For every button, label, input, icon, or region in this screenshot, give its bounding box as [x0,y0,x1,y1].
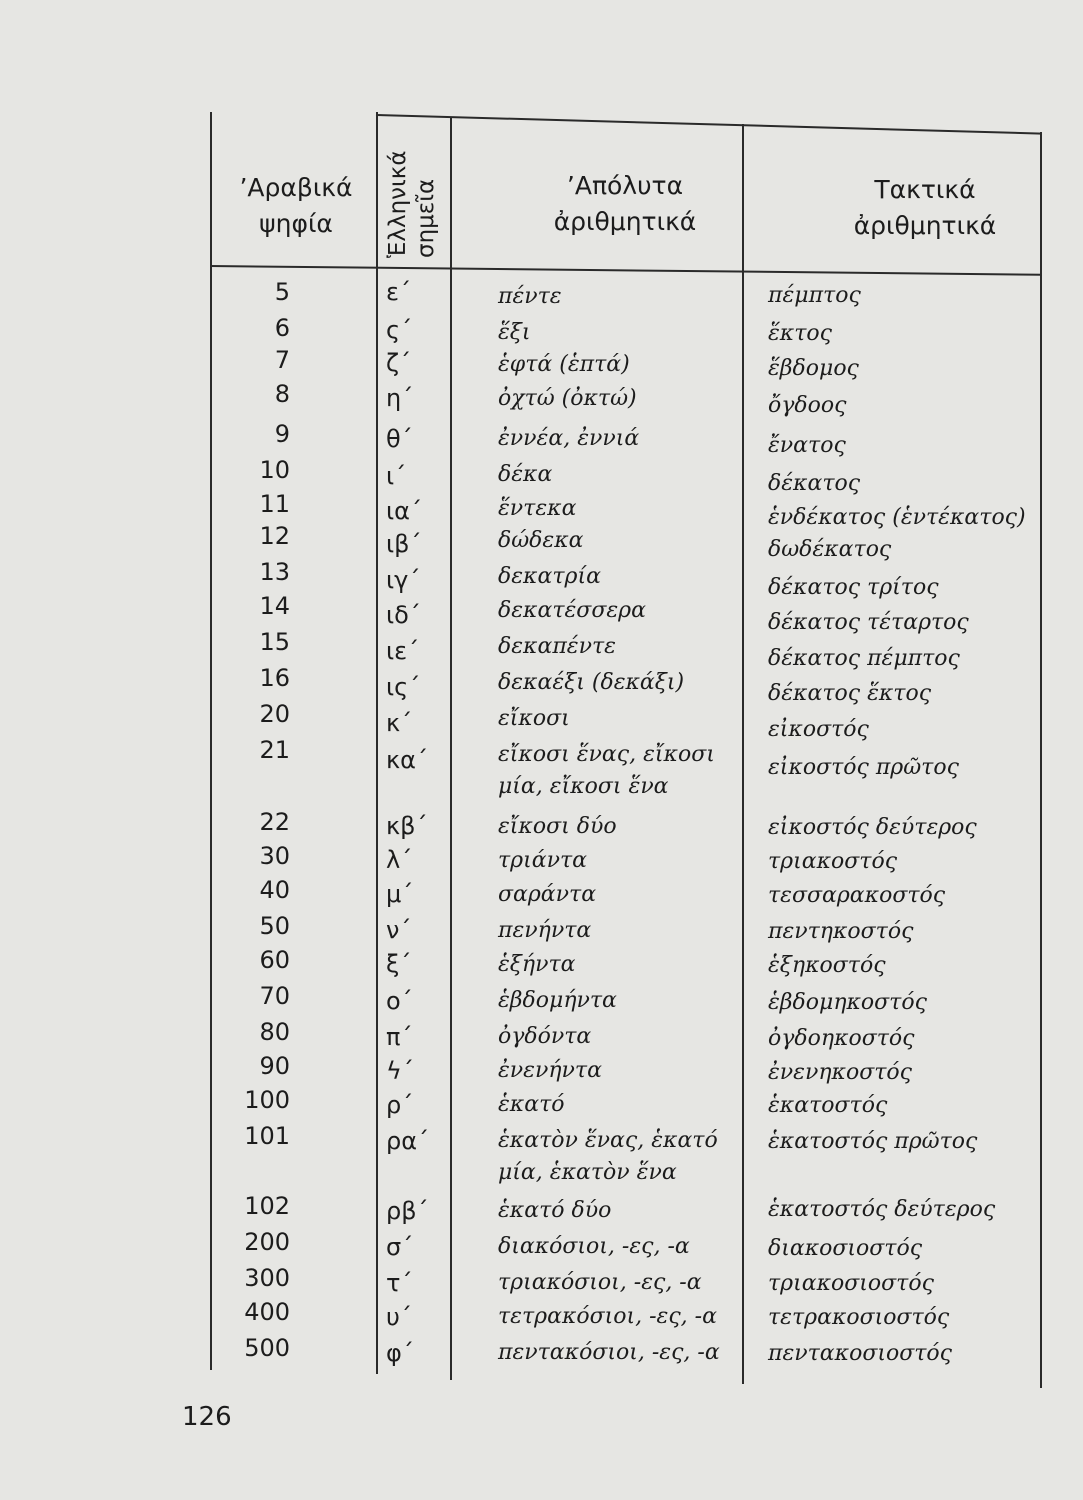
cardinal-number-cell: ἐννέα, ἐννιά [498,426,640,451]
arabic-digit-cell: 16 [259,664,290,692]
header-cardinal-line2: ἀριθμητικά [553,207,697,236]
cardinal-number-cell: ἑξήντα [498,952,576,977]
greek-numeral-cell: ξ´ [386,950,412,979]
ordinal-number-cell: ἐνενηκοστός [768,1060,912,1085]
ordinal-number-cell: ἑκατοστός πρῶτος [768,1129,978,1154]
arabic-digit-cell: 8 [274,380,290,408]
greek-numeral-cell: σ´ [386,1232,414,1261]
ordinal-number-cell: ἑβδομηκοστός [768,990,927,1015]
greek-numeral-cell: ρβ´ [386,1196,429,1225]
cardinal-number-cell: διακόσιοι, -ες, -α [498,1234,690,1259]
ordinal-number-cell: ὀγδοηκοστός [768,1026,915,1051]
ordinal-number-cell: δέκατος [768,471,861,496]
arabic-digit-cell: 21 [259,736,290,764]
ordinal-number-cell: πέμπτος [768,283,861,308]
table-right-border [1040,132,1042,1388]
greek-numeral-cell: κβ´ [386,812,428,841]
ordinal-number-cell: ἑξηκοστός [768,953,886,978]
cardinal-number-cell: εἴκοσι ἕνας, εἴκοσι [498,742,715,767]
header-ordinal-line1: Τακτικά [874,175,976,204]
greek-numeral-cell: ο´ [386,986,413,1015]
arabic-digit-cell: 15 [259,628,290,656]
arabic-digit-cell: 60 [259,946,290,974]
greek-numeral-cell: λ´ [386,846,413,875]
cardinal-number-cell: δώδεκα [498,528,584,553]
cardinal-number-cell: τετρακόσιοι, -ες, -α [498,1304,717,1329]
cardinal-number-cell: ἑκατὸν ἕνας, ἑκατό [498,1128,718,1153]
greek-numeral-cell: κα´ [386,746,428,775]
table-top-border [376,114,1042,135]
ordinal-number-cell: δέκατος πέμπτος [768,646,960,671]
column-divider-greek-cardinal [450,118,452,1380]
ordinal-number-cell: εἰκοστός πρῶτος [768,755,959,780]
ordinal-number-cell: ἑνδέκατος (ἑντέκατος) [768,505,1026,530]
arabic-digit-cell: 30 [259,842,290,870]
greek-numeral-cell: ις´ [386,673,421,701]
cardinal-number-cell: δεκαέξι (δεκάξι) [498,670,685,695]
header-ordinal-numbers [840,172,1010,244]
greek-numeral-cell: ιβ´ [386,530,422,559]
arabic-digit-cell: 70 [259,982,290,1010]
cardinal-number-cell: δεκατέσσερα [498,598,646,623]
cardinal-number-cell: τριακόσιοι, -ες, -α [498,1270,702,1295]
greek-numeral-cell: υ´ [386,1302,412,1331]
arabic-digit-cell: 50 [259,912,290,940]
cardinal-number-cell: δέκα [498,462,553,487]
greek-numeral-cell: ιγ´ [386,566,421,595]
arabic-digit-cell: 5 [274,278,290,306]
cardinal-number-cell: ὀγδόντα [498,1024,592,1049]
cardinal-number-cell: ὀχτώ (ὀκτώ) [498,386,637,411]
ordinal-number-cell: δέκατος ἕκτος [768,681,932,706]
ordinal-number-cell: πεντακοσιοστός [768,1341,952,1366]
arabic-digit-cell: 102 [244,1192,290,1220]
column-divider-cardinal-ordinal [742,124,744,1384]
header-greek-numerals [384,151,440,259]
cardinal-number-cell: πέντε [498,284,562,309]
arabic-digit-cell: 500 [244,1334,290,1362]
cardinal-number-cell: πεντακόσιοι, -ες, -α [498,1340,720,1365]
ordinal-number-cell: ἕκτος [768,321,832,346]
arabic-digit-cell: 80 [259,1018,290,1046]
greek-numeral-cell: ι´ [386,462,407,490]
greek-numeral-cell: θ´ [386,424,413,453]
cardinal-number-cell-continuation: μία, εἴκοσι ἕνα [498,774,669,799]
arabic-digit-cell: 6 [274,314,290,342]
header-ordinal-line2: ἀριθμητικά [853,211,997,240]
cardinal-number-cell: ἕξι [498,320,531,345]
cardinal-number-cell: ἑκατό δύο [498,1198,612,1223]
ordinal-number-cell: ὄγδοος [768,393,847,418]
greek-numeral-cell: ε´ [386,278,411,306]
greek-numeral-cell: φ´ [386,1338,414,1367]
arabic-digit-cell: 12 [259,522,290,550]
cardinal-number-cell: ἑφτά (ἑπτά) [498,352,630,377]
arabic-digit-cell: 11 [259,490,290,518]
greek-numeral-cell: ς´ [386,315,413,344]
cardinal-number-cell: ἕντεκα [498,496,577,521]
greek-numeral-cell: ν´ [386,916,412,945]
header-greek-line1: Ἑλληνικά [385,150,411,258]
cardinal-number-cell: δεκατρία [498,564,601,589]
ordinal-number-cell: πεντηκοστός [768,919,914,944]
ordinal-number-cell: τριακοσιοστός [768,1271,934,1296]
header-cardinal-numbers [540,168,710,240]
greek-numeral-cell: ζ´ [386,349,412,377]
ordinal-number-cell: εἰκοστός [768,717,869,742]
ordinal-number-cell: δέκατος τέταρτος [768,610,969,635]
header-separator [210,265,1042,276]
ordinal-number-cell: ἕβδομος [768,356,859,381]
greek-numeral-cell: ρα´ [386,1126,430,1155]
greek-numeral-cell: ϟ´ [386,1056,414,1085]
arabic-digit-cell: 200 [244,1228,290,1256]
cardinal-number-cell-continuation: μία, ἑκατὸν ἕνα [498,1160,677,1185]
ordinal-number-cell: δωδέκατος [768,537,892,562]
arabic-digit-cell: 22 [259,808,290,836]
ordinal-number-cell: τεσσαρακοστός [768,883,946,908]
arabic-digit-cell: 14 [259,592,290,620]
page-number: 126 [182,1402,232,1432]
greek-numeral-cell: κ´ [386,709,413,737]
header-arabic-line2: ψηφία [259,209,333,238]
cardinal-number-cell: ἑβδομήντα [498,988,617,1013]
header-greek-line2: σημεῖα [413,178,439,258]
ordinal-number-cell: ἑκατοστός [768,1093,888,1118]
ordinal-number-cell: ἔνατος [768,433,846,458]
arabic-digit-cell: 100 [244,1086,290,1114]
arabic-digit-cell: 20 [259,700,290,728]
greek-numeral-cell: τ´ [386,1268,413,1297]
cardinal-number-cell: ἐνενήντα [498,1058,602,1083]
greek-numeral-cell: ρ´ [386,1090,414,1119]
header-arabic-digits [216,170,376,242]
cardinal-number-cell: εἴκοσι [498,706,570,731]
cardinal-number-cell: ἑκατό [498,1092,565,1117]
cardinal-number-cell: εἴκοσι δύο [498,814,617,839]
ordinal-number-cell: εἰκοστός δεύτερος [768,815,977,840]
arabic-digit-cell: 13 [259,558,290,586]
arabic-digit-cell: 40 [259,876,290,904]
arabic-digit-cell: 90 [259,1052,290,1080]
cardinal-number-cell: πενήντα [498,918,592,943]
ordinal-number-cell: τετρακοσιοστός [768,1305,950,1330]
greek-numeral-cell: η´ [386,383,414,412]
arabic-digit-cell: 101 [244,1122,290,1150]
arabic-digit-cell: 7 [274,346,290,374]
ordinal-number-cell: τριακοστός [768,849,898,874]
arabic-digit-cell: 400 [244,1298,290,1326]
arabic-digit-cell: 9 [274,420,290,448]
arabic-digit-cell: 10 [259,456,290,484]
greek-numeral-cell: π´ [386,1022,413,1051]
greek-numeral-cell: ιε´ [386,637,420,665]
cardinal-number-cell: σαράντα [498,882,597,907]
ordinal-number-cell: ἑκατοστός δεύτερος [768,1197,996,1222]
arabic-digit-cell: 300 [244,1264,290,1292]
ordinal-number-cell: διακοσιοστός [768,1236,923,1261]
greek-numeral-cell: ια´ [386,497,422,526]
ordinal-number-cell: δέκατος τρίτος [768,575,939,600]
greek-numeral-cell: μ´ [386,880,414,909]
greek-numeral-cell: ιδ´ [386,601,421,629]
cardinal-number-cell: τριάντα [498,848,587,873]
column-divider-arabic-greek [376,112,378,1374]
header-arabic-line1: ’Αραβικά [239,173,353,202]
header-cardinal-line1: ’Απόλυτα [566,171,684,200]
cardinal-number-cell: δεκαπέντε [498,634,616,659]
